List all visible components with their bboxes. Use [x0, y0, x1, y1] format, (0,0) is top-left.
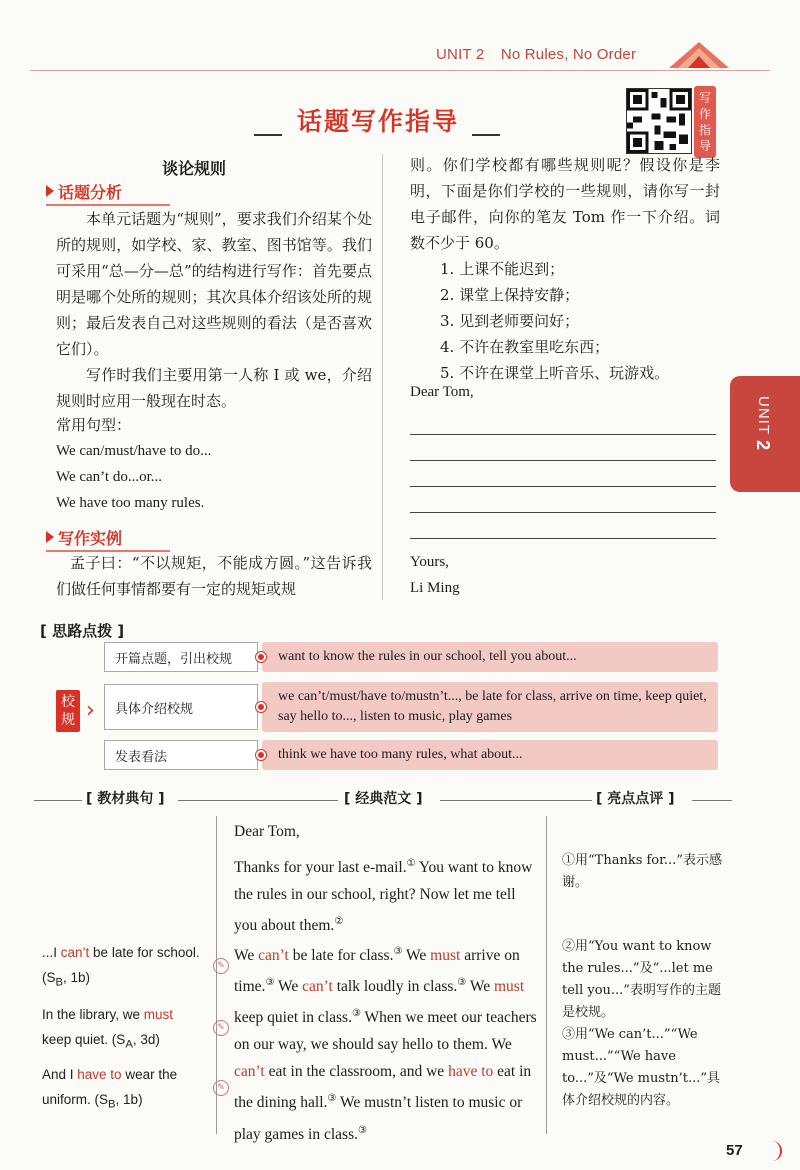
step-text-2: we can’t/must/have to/mustn’t..., be late for class, arrive on time, keep quiet, say hello to..., listen to music, play games — [278, 689, 707, 724]
qr-code-icon[interactable] — [626, 88, 692, 154]
essay-text: We — [234, 947, 259, 965]
analysis-heading-text: 话题分析 — [58, 183, 123, 202]
unit-title-separator: , — [564, 46, 569, 63]
step-label-2: 具体介绍校规 — [104, 684, 258, 730]
book-fan-icon — [664, 36, 734, 70]
topic-title: 谈论规则 — [162, 159, 227, 178]
essay-text: We — [402, 947, 431, 965]
sentence-highlight: have to — [77, 1067, 122, 1082]
sentence-sub: B — [55, 976, 64, 989]
textbook-sentence-1 — [42, 940, 202, 996]
textbook-sentence-3 — [42, 1062, 202, 1118]
essay-text: Thanks for your last e-mail. — [234, 859, 407, 877]
essay-text: eat in the classroom, and we — [264, 1063, 449, 1081]
bullet-icon — [256, 652, 266, 662]
essay-text: When we meet our teachers on our way, we should say hello to them. We — [234, 1009, 537, 1054]
writing-line[interactable] — [410, 512, 716, 513]
example-heading — [42, 526, 170, 548]
unit-title-a: No Rules — [500, 46, 565, 63]
sentence-sub: B — [108, 1098, 116, 1111]
letter-greeting: Dear Tom, — [410, 384, 474, 400]
essay-marker: ③ — [457, 977, 467, 989]
step-text-3: think we have too many rules, what about... — [278, 747, 523, 762]
qr-tag: 写作指导 — [694, 86, 716, 158]
school-rules-badge: 校规 — [56, 690, 80, 732]
rule-item: 3. 见到老师要问好； — [440, 312, 580, 330]
pattern-3: We have too many rules. — [56, 495, 205, 511]
rule-item: 5. 不许在课堂上听音乐、玩游戏。 — [440, 364, 670, 382]
step-bar-2 — [262, 682, 718, 732]
essay-highlight: can’t — [234, 1063, 265, 1081]
column-divider — [382, 154, 383, 600]
page-title: 话题写作指导 — [296, 107, 459, 136]
bullet-icon — [256, 750, 266, 760]
comment-2: ②用“You want to know the rules...”及“...let me tell you...”表明写作的主题是校规。 — [562, 939, 721, 1020]
step-label-1: 开篇点题，引出校规 — [104, 642, 258, 672]
sentence-text: , 1b) — [63, 970, 91, 985]
analysis-paragraph-2: 写作时我们主要用第一人称 I 或 we，介绍规则时应用一般现在时态。 — [56, 366, 372, 410]
sentence-text: , 3d) — [132, 1032, 160, 1047]
note-circle-icon: ✎ — [213, 1080, 229, 1096]
highlights-heading: [ 亮点点评 ] — [596, 791, 675, 807]
essay-text: You want to know the rules in our school, right? — [234, 859, 533, 904]
header-rule — [30, 70, 770, 71]
note-circle-icon: ✎ — [213, 1020, 229, 1036]
rule-line — [34, 800, 82, 801]
unit-title-b: No Order — [572, 46, 637, 63]
essay-marker: ① — [406, 858, 416, 869]
sentence-highlight: can’t — [60, 945, 90, 960]
sentence-text: In the library, we — [42, 1007, 144, 1022]
pattern-1: We can/must/have to do... — [56, 443, 212, 459]
essay-marker: ③ — [265, 977, 275, 989]
model-essay-heading: [ 经典范文 ] — [344, 791, 423, 807]
step-bar-1 — [262, 642, 718, 672]
school-rules-list — [440, 256, 669, 386]
column-divider — [546, 816, 547, 1134]
bullet-icon — [256, 702, 266, 712]
essay-text: keep quiet in class. — [234, 1009, 352, 1027]
sentence-text: ...I — [42, 945, 61, 960]
essay-paragraph-1 — [234, 850, 538, 939]
essay-highlight: can’t — [258, 947, 289, 965]
writing-line[interactable] — [410, 538, 716, 539]
pattern-2: We can’t do...or... — [56, 469, 162, 485]
essay-text: We — [466, 978, 494, 996]
writing-line[interactable] — [410, 460, 716, 461]
essay-marker: ③ — [393, 946, 403, 957]
sentence-text: be late for school. (S — [42, 945, 200, 985]
comment-1: ①用“Thanks for...”表示感谢。 — [562, 853, 722, 890]
essay-highlight: can’t — [302, 978, 333, 996]
unit-tab-number: 2 — [753, 440, 773, 452]
note-circle-icon: ✎ — [213, 958, 229, 974]
triangle-icon — [46, 185, 54, 197]
page-number: 57 — [726, 1142, 743, 1159]
essay-paragraph-2 — [234, 938, 538, 1148]
chevron-right-icon: › — [86, 698, 95, 723]
essay-text: arrive on time. — [234, 947, 520, 996]
rule-item: 4. 不许在教室里吃东西； — [440, 338, 610, 356]
rule-line — [178, 800, 338, 801]
example-paragraph-left: 孟子曰：“不以规矩，不能成方圆。”这告诉我们做任何事情都要有一定的规矩或规 — [56, 554, 372, 598]
unit-tab-label: UNIT — [755, 396, 772, 435]
triangle-icon — [46, 531, 54, 543]
essay-text: Now let me tell you about them. — [234, 886, 516, 935]
rule-item: 2. 课堂上保持安静； — [440, 286, 580, 304]
essay-highlight: must — [494, 978, 525, 996]
unit-side-tab[interactable] — [730, 376, 800, 492]
sentence-sub: A — [125, 1038, 133, 1051]
step-text-1: want to know the rules in our school, tell you about... — [278, 649, 577, 664]
sentence-highlight: must — [143, 1007, 174, 1022]
unit-label: UNIT 2 — [436, 46, 485, 63]
writing-line[interactable] — [410, 434, 716, 435]
essay-highlight: have to — [448, 1063, 494, 1081]
sentence-text: , 1b) — [115, 1092, 143, 1107]
step-bar-3 — [262, 740, 718, 770]
analysis-paragraph-1: 本单元话题为“规则”，要求我们介绍某个处所的规则，如学校、家、教室、图书馆等。我们可采用“总—分—总”的结构进行写作：首先要点明是哪个处所的规则；其次具体介绍该处所的规则；最后发表自己对这些规则的看法（是否喜欢它们）。 — [56, 210, 372, 358]
comment-3: ③用“We can’t...”“We must...”“We have to...”及“We mustn’t...”具体介绍校规的内容。 — [562, 1027, 721, 1108]
analysis-heading — [42, 180, 170, 202]
essay-text: We mustn’t listen to music or play games in class. — [234, 1094, 523, 1143]
common-patterns-label: 常用句型： — [56, 416, 132, 434]
example-heading-text: 写作实例 — [58, 529, 123, 548]
letter-closing: Yours, — [410, 554, 449, 570]
essay-text: talk loudly in class. — [332, 978, 458, 996]
example-paragraph-right: 则。你们学校都有哪些规则呢？假设你是李明，下面是你们学校的一些规则，请你写一封电子邮件，向你的笔友 Tom 作一下介绍。词数不少于 60。 — [410, 156, 720, 252]
running-header — [436, 46, 636, 63]
rule-line — [692, 800, 732, 801]
sentence-text: keep quiet. (S — [42, 1032, 126, 1047]
essay-greeting: Dear Tom, — [234, 823, 300, 840]
textbook-sentence-2 — [42, 1002, 202, 1058]
textbook-sentences-heading: [ 教材典句 ] — [86, 791, 165, 807]
step-label-3: 发表看法 — [104, 740, 258, 770]
rule-line — [440, 800, 592, 801]
sentence-text: And I — [42, 1067, 78, 1082]
essay-marker: ③ — [351, 1008, 361, 1020]
essay-text: eat in the dining hall. — [234, 1063, 532, 1112]
page-title-block — [258, 102, 498, 142]
page-number-bracket — [752, 1141, 782, 1161]
essay-highlight: must — [430, 947, 461, 965]
title-underline-right — [472, 134, 500, 136]
sentence-text: wear the uniform. (S — [42, 1067, 178, 1107]
unit-tab-text — [752, 396, 773, 451]
essay-text: We — [274, 978, 303, 996]
thinking-title: [ 思路点拨 ] — [40, 622, 125, 640]
writing-line[interactable] — [410, 486, 716, 487]
rule-item: 1. 上课不能迟到； — [440, 260, 565, 278]
essay-marker: ② — [334, 916, 344, 928]
essay-marker: ③ — [327, 1093, 337, 1105]
essay-text: be late for class. — [288, 947, 394, 965]
letter-signature: Li Ming — [410, 580, 460, 596]
essay-marker: ③ — [357, 1124, 367, 1136]
